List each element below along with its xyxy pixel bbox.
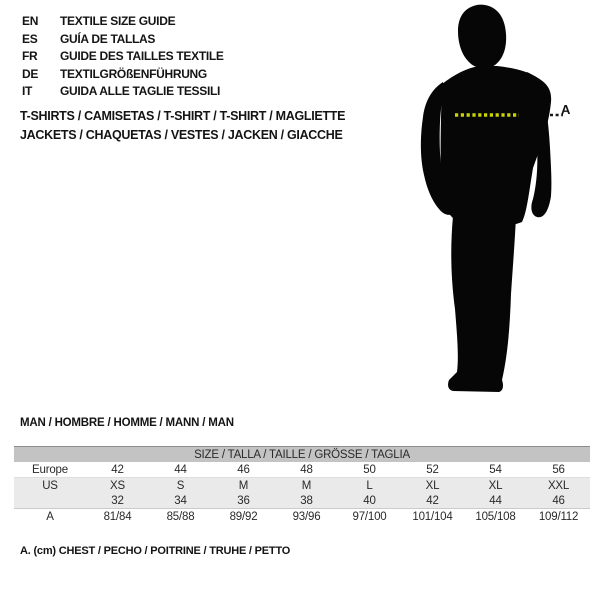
silhouette-legs [448,216,516,392]
row-label: A [14,509,86,525]
language-code: FR [22,49,38,63]
size-cell: 38 [275,493,338,509]
size-cell: XL [401,478,464,494]
size-cell: 48 [275,462,338,478]
row-label: US [14,478,86,494]
size-table [14,447,590,524]
measure-label-a: A [561,102,571,117]
language-code: IT [22,84,33,98]
size-cell: XL [464,478,527,494]
language-row [22,31,224,49]
size-cell: 42 [86,462,149,478]
size-cell: 101/104 [401,509,464,525]
language-label: TEXTILGRÖßENFÜHRUNG [60,66,207,81]
size-cell: 109/112 [527,509,590,525]
language-label: GUÍA DE TALLAS [60,31,156,46]
garment-categories [20,107,345,145]
size-table-wrapper [14,446,590,524]
size-cell: 105/108 [464,509,527,525]
row-label [14,493,86,509]
size-cell: 46 [527,493,590,509]
size-cell: 42 [401,493,464,509]
category-jackets: JACKETS / CHAQUETAS / VESTES / JACKEN / GIACCHE [20,128,343,142]
language-list [22,13,224,101]
size-cell: XS [86,478,149,494]
table-header-row [14,447,590,462]
table-row-us-numbers [14,493,590,509]
size-cell: 44 [149,462,212,478]
table-row-chest-cm [14,509,590,525]
size-cell: XXL [527,478,590,494]
size-cell: 81/84 [86,509,149,525]
table-header-label: SIZE / TALLA / TAILLE / GRÖSSE / TAGLIA [14,447,590,462]
size-cell: 50 [338,462,401,478]
size-cell: M [275,478,338,494]
size-cell: 54 [464,462,527,478]
measure-footnote: A. (cm) CHEST / PECHO / POITRINE / TRUHE / PETTO [20,545,291,557]
language-label: GUIDE DES TAILLES TEXTILE [60,49,224,63]
language-row [22,83,224,101]
language-code: EN [22,14,39,28]
silhouette-head [458,5,506,69]
language-row [22,48,224,66]
language-row [22,13,224,31]
language-label: TEXTILE SIZE GUIDE [60,14,176,28]
size-cell: 52 [401,462,464,478]
size-cell: L [338,478,401,494]
size-cell: M [212,478,275,494]
size-cell: S [149,478,212,494]
size-cell: 97/100 [338,509,401,525]
language-label: GUIDA ALLE TAGLIE TESSILI [60,84,221,98]
row-label: Europe [14,462,86,478]
table-row-europe [14,462,590,478]
size-cell: 46 [212,462,275,478]
size-cell: 85/88 [149,509,212,525]
section-title: MAN / HOMBRE / HOMME / MANN / MAN [20,417,234,429]
language-code: DE [22,66,39,81]
category-tshirts: T-SHIRTS / CAMISETAS / T-SHIRT / T-SHIRT / MAGLIETTE [20,109,346,123]
size-cell: 93/96 [275,509,338,525]
size-cell: 32 [86,493,149,509]
man-silhouette [415,4,570,394]
size-cell: 89/92 [212,509,275,525]
size-cell: 34 [149,493,212,509]
size-cell: 36 [212,493,275,509]
table-row-us-letters [14,478,590,494]
size-cell: 44 [464,493,527,509]
size-cell: 40 [338,493,401,509]
language-code: ES [22,31,38,46]
size-cell: 56 [527,462,590,478]
language-row [22,66,224,84]
